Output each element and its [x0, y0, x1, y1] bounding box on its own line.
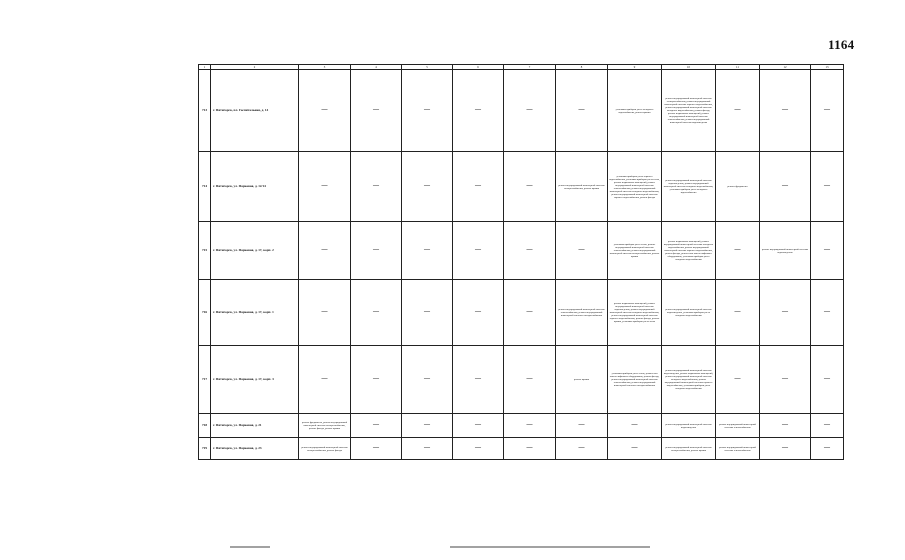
scan-artifact-line: [230, 546, 270, 548]
work-cell: —: [760, 346, 811, 414]
table-row: [199, 346, 844, 414]
address-cell: г. Пятигорск, ул. Парковая, д. 21: [211, 414, 299, 438]
work-cell: —: [351, 280, 402, 346]
work-cell: —: [811, 414, 844, 438]
work-cell: —: [402, 346, 453, 414]
work-cell: —: [760, 280, 811, 346]
work-cell: —: [453, 222, 504, 280]
row-number-cell: 714: [199, 152, 211, 222]
work-cell: —: [351, 222, 402, 280]
work-cell: ремонт внутридомовой инженерной системы теплоснабжения: [716, 414, 760, 438]
work-cell: —: [453, 414, 504, 438]
row-number-cell: 717: [199, 346, 211, 414]
row-number-cell: 713: [199, 70, 211, 152]
work-cell: ремонт подвальных помещений, ремонт внутридомовой инженерной системы холодного водоснабжения, ремонт внутридомовой инженерной системы горячего водоснабжения, ремонт фасада, ремонт или замена лифтового оборудования, установка приборов учета холодного водоснабжения: [662, 222, 716, 280]
work-cell: ремонт внутридомовой инженерной системы электроснабжения, ремонт крыши: [662, 438, 716, 460]
work-cell: —: [402, 438, 453, 460]
work-cell: —: [556, 414, 608, 438]
column-number: 8: [556, 65, 608, 70]
column-number: 5: [402, 65, 453, 70]
work-cell: установка приборов учета тепла, ремонт или замена лифтового оборудования, ремонт фасада, ремонт внутридомовой инженерной системы теплоснабжения, ремонт внутридомовой инженерной системы электроснабжения: [608, 346, 662, 414]
work-cell: ремонт внутридомовой инженерной системы водоотведения: [662, 414, 716, 438]
work-cell: —: [811, 280, 844, 346]
address-cell: г. Пятигорск, ул. Парковая, д. 17, корп. 2: [211, 222, 299, 280]
table-row: [199, 414, 844, 438]
work-cell: ремонт подвальных помещений, ремонт внутридомовой инженерной системы водоотведения, ремонт внутридомовой инженерной системы холодного водоснабжения, ремонт внутридомовой инженерной системы горячего водоснабжения, ремонт фасада, ремонт крыши, установка приборов учета тепла: [608, 280, 662, 346]
work-cell: —: [351, 152, 402, 222]
work-cell: —: [608, 438, 662, 460]
work-cell: установка приборов учета тепла, ремонт внутридомовой инженерной системы теплоснабжения, ремонт внутридомовой инженерной системы электроснабжения, ремонт крыши: [608, 222, 662, 280]
work-cell: ремонт внутридомовой инженерной системы электроснабжения, ремонт внутридомовой инженерной системы горячего водоснабжения, ремонт внутридомовой инженерной системы холодного водоснабжения, ремонт фасада, ремонт подвальных помещений, ремонт внутридомовой инженерной системы теплоснабжения, ремонт внутридомовой инженерной системы водоотведения: [662, 70, 716, 152]
address-cell: г. Пятигорск, ул. Парковая, д. 17, корп. 3: [211, 346, 299, 414]
work-cell: —: [453, 280, 504, 346]
work-cell: —: [453, 346, 504, 414]
table-row: [199, 70, 844, 152]
work-cell: ремонт фундамента: [716, 152, 760, 222]
work-cell: ремонт внутридомовой инженерной системы электроснабжения, ремонт фасада: [299, 438, 351, 460]
address-cell: г. Пятигорск, пл. Госпитальная, д. 14: [211, 70, 299, 152]
work-cell: —: [453, 70, 504, 152]
column-number: 13: [811, 65, 844, 70]
work-cell: —: [402, 70, 453, 152]
work-cell: —: [760, 414, 811, 438]
work-cell: —: [716, 280, 760, 346]
address-cell: г. Пятигорск, ул. Парковая, д. 12/14: [211, 152, 299, 222]
work-cell: установка приборов учета холодного водоснабжения, ремонт крыши: [608, 70, 662, 152]
work-cell: —: [504, 152, 556, 222]
work-cell: —: [351, 438, 402, 460]
column-number: 9: [608, 65, 662, 70]
work-cell: —: [299, 280, 351, 346]
work-cell: —: [402, 152, 453, 222]
work-cell: —: [299, 70, 351, 152]
row-number-cell: 718: [199, 414, 211, 438]
work-cell: ремонт внутридомовой инженерной системы водоотведения, ремонт подвальных помещений, ремонт внутридомовой инженерной системы холодного водоснабжения, ремонт внутридомовой инженерной системы горячего водоснабжения, установка приборов учета холодного водоснабжения: [662, 346, 716, 414]
scan-artifact-line: [450, 546, 650, 548]
work-cell: —: [760, 438, 811, 460]
column-number: 7: [504, 65, 556, 70]
work-cell: —: [556, 70, 608, 152]
column-number: 3: [299, 65, 351, 70]
column-number: 1: [199, 65, 211, 70]
work-cell: ремонт внутридомовой инженерной системы теплоснабжения: [716, 438, 760, 460]
column-number: 11: [716, 65, 760, 70]
column-number: 12: [760, 65, 811, 70]
work-cell: —: [556, 438, 608, 460]
address-cell: г. Пятигорск, ул. Парковая, д. 23: [211, 438, 299, 460]
table-row: [199, 222, 844, 280]
work-cell: ремонт внутридомовой инженерной системы электроснабжения, ремонт крыши: [556, 152, 608, 222]
work-cell: ремонт внутридомовой инженерной системы водоотведения: [760, 222, 811, 280]
work-cell: —: [402, 222, 453, 280]
work-cell: —: [811, 346, 844, 414]
work-cell: —: [716, 222, 760, 280]
page-number: 1164: [828, 37, 855, 52]
row-number-cell: 719: [199, 438, 211, 460]
work-cell: ремонт внутридомовой инженерной системы водоотведения, ремонт внутридомовой инженерной системы холодного водоснабжения, установка приборов учета холодного водоснабжения: [662, 152, 716, 222]
work-cell: —: [453, 152, 504, 222]
row-number-cell: 716: [199, 280, 211, 346]
column-number: 4: [351, 65, 402, 70]
work-cell: —: [299, 152, 351, 222]
work-cell: —: [760, 70, 811, 152]
table-row: [199, 438, 844, 460]
work-cell: ремонт крыши: [556, 346, 608, 414]
work-cell: —: [556, 222, 608, 280]
work-cell: —: [716, 346, 760, 414]
work-cell: —: [351, 414, 402, 438]
work-cell: установка приборов учета горячего водоснабжения, установка приборов учета тепла, ремонт подвальных помещений, ремонт внутридомовой инженерной системы теплоснабжения, ремонт внутридомовой инженерной системы холодного водоснабжения, ремонт внутридомовой инженерной системы горячего водоснабжения, ремонт фасада: [608, 152, 662, 222]
work-cell: —: [402, 280, 453, 346]
row-number-cell: 715: [199, 222, 211, 280]
column-number: 6: [453, 65, 504, 70]
work-cell: —: [760, 152, 811, 222]
work-cell: —: [504, 346, 556, 414]
work-cell: —: [351, 70, 402, 152]
work-cell: —: [504, 414, 556, 438]
work-cell: —: [608, 414, 662, 438]
work-cell: —: [453, 438, 504, 460]
table-row: [199, 280, 844, 346]
work-cell: —: [504, 280, 556, 346]
column-number: 10: [662, 65, 716, 70]
address-cell: г. Пятигорск, ул. Парковая, д. 17, корп. 1: [211, 280, 299, 346]
work-cell: ремонт внутридомовой инженерной системы водоотведения, установка приборов учета холодного водоснабжения: [662, 280, 716, 346]
work-cell: ремонт фундамента, ремонт внутридомовой инженерной системы электроснабжения, ремонт фасада, ремонт крыши: [299, 414, 351, 438]
work-cell: —: [811, 438, 844, 460]
work-cell: —: [811, 70, 844, 152]
repair-schedule-table: [198, 64, 844, 460]
table-body: [199, 65, 844, 460]
table-row: [199, 152, 844, 222]
work-cell: —: [299, 346, 351, 414]
work-cell: —: [716, 70, 760, 152]
work-cell: —: [402, 414, 453, 438]
work-cell: —: [299, 222, 351, 280]
work-cell: —: [811, 152, 844, 222]
work-cell: —: [504, 70, 556, 152]
work-cell: —: [351, 346, 402, 414]
work-cell: —: [811, 222, 844, 280]
work-cell: ремонт внутридомовой инженерной системы теплоснабжения, ремонт внутридомовой инженерной системы электроснабжения: [556, 280, 608, 346]
work-cell: —: [504, 222, 556, 280]
work-cell: —: [504, 438, 556, 460]
column-number: 2: [211, 65, 299, 70]
